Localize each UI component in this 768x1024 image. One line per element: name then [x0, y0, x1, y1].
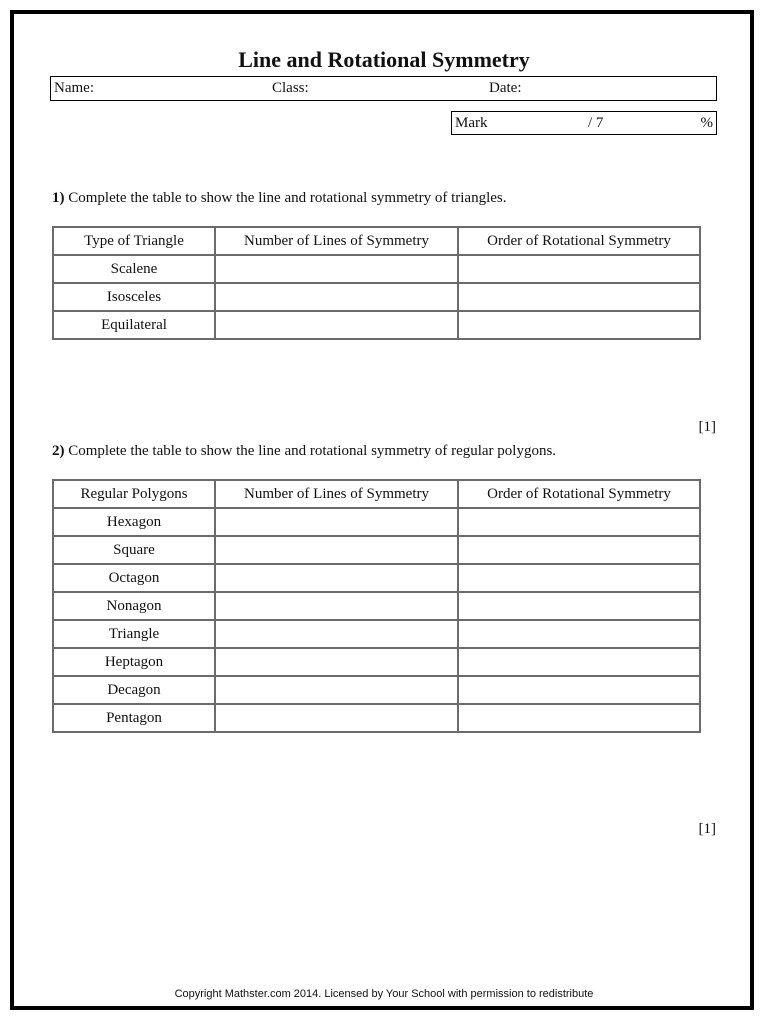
lines-answer-cell[interactable] [215, 648, 458, 676]
order-answer-cell[interactable] [458, 676, 700, 704]
polygon-name: Octagon [53, 564, 215, 592]
table-row [53, 508, 700, 536]
order-answer-cell[interactable] [458, 564, 700, 592]
polygon-name: Triangle [53, 620, 215, 648]
table-row [53, 255, 700, 283]
question-text: Complete the table to show the line and rotational symmetry of triangles. [68, 190, 507, 206]
table-header: Order of Rotational Symmetry [458, 227, 700, 255]
question-2 [52, 443, 556, 460]
order-answer-cell[interactable] [458, 283, 700, 311]
lines-answer-cell[interactable] [215, 283, 458, 311]
polygon-name: Hexagon [53, 508, 215, 536]
lines-answer-cell[interactable] [215, 255, 458, 283]
order-answer-cell[interactable] [458, 620, 700, 648]
lines-answer-cell[interactable] [215, 676, 458, 704]
question-number: 1) [52, 190, 65, 206]
date-label: Date: [489, 80, 522, 96]
lines-answer-cell[interactable] [215, 311, 458, 339]
class-label: Class: [272, 80, 309, 96]
table-row [53, 311, 700, 339]
table-header: Regular Polygons [53, 480, 215, 508]
question-1-marks: [1] [698, 419, 716, 435]
order-answer-cell[interactable] [458, 311, 700, 339]
triangle-type: Isosceles [53, 283, 215, 311]
order-answer-cell[interactable] [458, 508, 700, 536]
polygon-name: Square [53, 536, 215, 564]
mark-percent: % [700, 115, 713, 131]
page-title: Line and Rotational Symmetry [238, 47, 530, 72]
lines-answer-cell[interactable] [215, 536, 458, 564]
question-1 [52, 190, 506, 207]
question-number: 2) [52, 443, 65, 459]
table-header: Type of Triangle [53, 227, 215, 255]
student-info-bar [50, 76, 717, 101]
table-row [53, 676, 700, 704]
table-row [53, 648, 700, 676]
mark-total: / 7 [588, 115, 604, 131]
triangle-table [52, 226, 701, 340]
order-answer-cell[interactable] [458, 592, 700, 620]
polygon-table [52, 479, 701, 733]
order-answer-cell[interactable] [458, 704, 700, 732]
table-row [53, 704, 700, 732]
triangle-type: Equilateral [53, 311, 215, 339]
table-row [53, 564, 700, 592]
order-answer-cell[interactable] [458, 648, 700, 676]
question-text: Complete the table to show the line and rotational symmetry of regular polygons. [68, 443, 557, 459]
lines-answer-cell[interactable] [215, 620, 458, 648]
question-2-marks: [1] [698, 821, 716, 837]
order-answer-cell[interactable] [458, 255, 700, 283]
polygon-name: Pentagon [53, 704, 215, 732]
table-row [53, 592, 700, 620]
mark-label: Mark [455, 115, 488, 131]
triangle-type: Scalene [53, 255, 215, 283]
polygon-name: Decagon [53, 676, 215, 704]
table-header: Number of Lines of Symmetry [215, 480, 458, 508]
lines-answer-cell[interactable] [215, 564, 458, 592]
table-header-row [53, 227, 700, 255]
polygon-name: Heptagon [53, 648, 215, 676]
polygon-name: Nonagon [53, 592, 215, 620]
mark-box [451, 111, 717, 135]
table-header: Number of Lines of Symmetry [215, 227, 458, 255]
order-answer-cell[interactable] [458, 536, 700, 564]
table-row [53, 283, 700, 311]
table-row [53, 536, 700, 564]
table-header: Order of Rotational Symmetry [458, 480, 700, 508]
lines-answer-cell[interactable] [215, 704, 458, 732]
table-header-row [53, 480, 700, 508]
copyright-footer: Copyright Mathster.com 2014. Licensed by Your School with permission to redistribute [174, 988, 594, 1000]
name-label: Name: [54, 80, 94, 96]
table-row [53, 620, 700, 648]
lines-answer-cell[interactable] [215, 508, 458, 536]
lines-answer-cell[interactable] [215, 592, 458, 620]
